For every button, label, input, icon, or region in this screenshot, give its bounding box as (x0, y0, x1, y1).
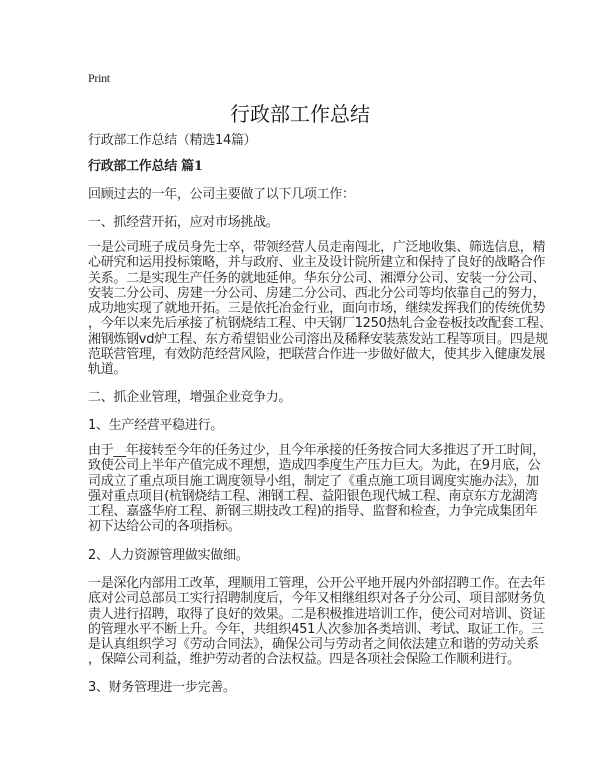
section-heading: 行政部工作总结 篇1 (88, 159, 203, 174)
text-line: 强对重点项目(杭钢烧结工程、湘钢工程、益阳银色现代城工程、南京东方龙湖湾 (88, 488, 538, 504)
subheading-2-3: 3、财务管理进一步完善。 (88, 680, 236, 695)
text-line: 关系。二是实现生产任务的就地延伸。华东分公司、湘潭分公司、安装一分公司、 (88, 270, 546, 286)
paragraph-2 (88, 443, 545, 535)
text-line: 致使公司上半年产值完成不理想，造成四季度生产压力巨大。为此，在9月底，公 (88, 458, 541, 474)
text-line: 司成立了重点项目施工调度领导小组，制定了《重点施工项目调度实施办法》，加 (88, 473, 539, 489)
text-line: 范联营管理，有效防范经营风险，把联营合作进一步做好做大，使其步入健康发展 (88, 347, 546, 363)
subheading-2-1: 1、生产经营平稳进行。 (88, 418, 223, 433)
text-line: 轨道。 (88, 362, 127, 378)
text-line: 底对公司总部员工实行招聘制度后，今年又相继组织对各子分公司、项目部财务负 (88, 591, 546, 607)
text-line: 的管理水平不断上升。今年，共组织451人次参加各类培训、考试、取证工作。三 (88, 621, 544, 637)
text-line: 湘钢炼钢vd炉工程、东方希望铝业公司溶出及稀释安装蒸发站工程等项目。四是规 (88, 331, 548, 347)
text-line: 初下达给公司的各项指标。 (88, 519, 241, 535)
text-line: 一是公司班子成员身先士卒，带领经营人员走南闯北，广泛地收集、筛选信息，精 (88, 240, 546, 255)
text-line: 成功地实现了就地开拓。三是依托冶金行业，面向市场，继续发挥我们的传统优势 (88, 301, 546, 317)
intro-text: 回顾过去的一年，公司主要做了以下几项工作： (88, 187, 355, 202)
paragraph-3 (88, 576, 545, 668)
text-line: 安装二分公司、房建一分公司、房建二分公司、西北分公司等均依靠自己的努力， (88, 285, 546, 301)
paragraph-1 (88, 240, 552, 378)
page-title: 行政部工作总结 (230, 102, 370, 126)
text-line: 是认真组织学习《劳动合同法》，确保公司与劳动者之间依法建立和谐的劳动关系 (88, 637, 539, 653)
text-line: 责人进行招聘，取得了良好的效果。二是积极推进培训工作，使公司对培训、资证 (88, 606, 546, 622)
heading-1: 一、抓经营开拓，应对市场挑战。 (88, 215, 279, 230)
subtitle: 行政部工作总结（精选14篇） (88, 133, 257, 148)
text-line: ，保障公司利益，维护劳动者的合法权益。四是各项社会保险工作顺利进行。 (88, 652, 520, 668)
text-line: 由于__年接转至今年的任务过少，且今年承接的任务按合同大多推迟了开工时间， (88, 443, 545, 458)
text-line: 工程、嘉盛华府工程、新钢三期技改工程)的指导、监督和检查，力争完成集团年 (88, 504, 538, 520)
text-line: 一是深化内部用工改革，理顺用工管理，公开公平地开展内外部招聘工作。在去年 (88, 576, 546, 591)
text-line: 心研究和运用投标策略，并与政府、业主及设计院所建立和保持了良好的战略合作 (88, 255, 546, 271)
text-line: ，今年以来先后承接了杭钢烧结工程、中天钢厂1250热轧合金卷板技改配套工程、 (88, 316, 552, 332)
subheading-2-2: 2、人力资源管理做实做细。 (88, 548, 249, 563)
heading-2: 二、抓企业管理，增强企业竞争力。 (88, 390, 292, 405)
print-link[interactable]: Print (88, 71, 110, 85)
